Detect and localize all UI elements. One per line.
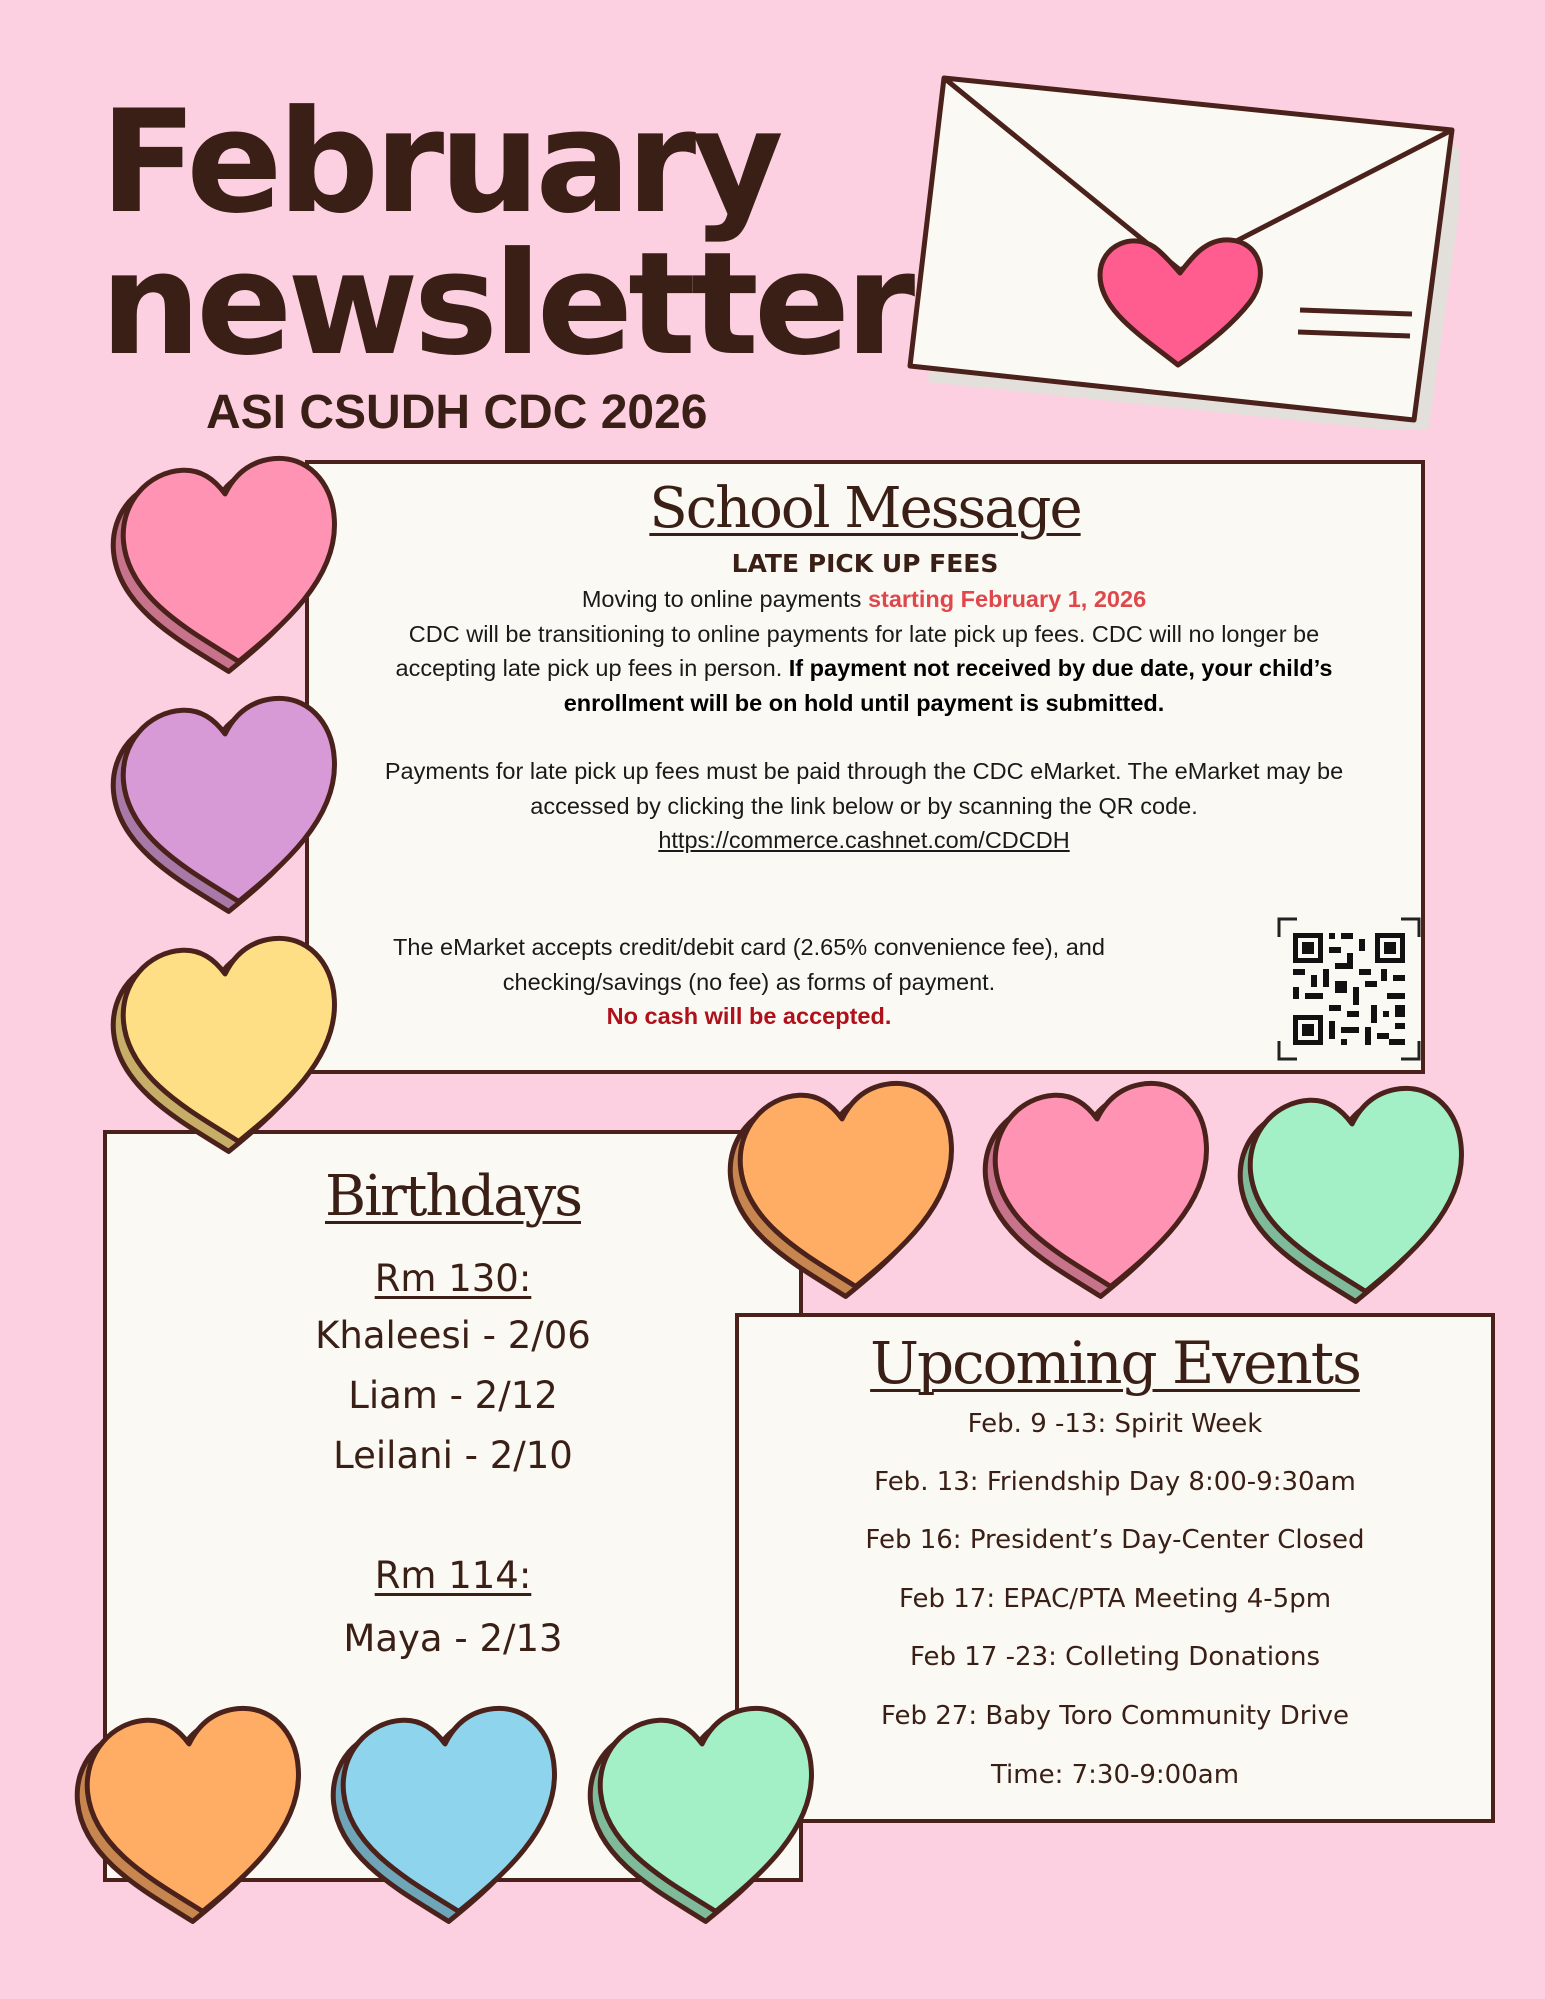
candy-heart-pink-icon [980, 1065, 1230, 1315]
newsletter-title [100, 80, 911, 387]
payment-methods-text: The eMarket accepts credit/debit card (2.65% convenience fee), and checking/savings (no fee) as forms of payment. [393, 934, 1105, 995]
event-item: Feb 16: President’s Day-Center Closed [865, 1525, 1365, 1555]
payment-methods [389, 930, 1109, 1034]
newsletter-subtitle: ASI CSUDH CDC 2026 [206, 386, 708, 439]
birthday-entry: Maya - 2/13 [343, 1617, 563, 1660]
room-130-label: Rm 130: [374, 1257, 532, 1300]
emarket-paragraph: Payments for late pick up fees must be paid through the CDC eMarket. The eMarket may be accessed by clicking the link below or by scanning the QR code. [384, 758, 1344, 819]
school-message-subheading: LATE PICK UP FEES [731, 549, 999, 578]
title-line-1: February [100, 80, 779, 245]
event-item: Feb. 13: Friendship Day 8:00-9:30am [874, 1467, 1356, 1497]
birthdays-heading: Birthdays [324, 1164, 581, 1229]
transition-paragraph: CDC will be transitioning to online payments for late pick up fees. CDC will no longer be accepting late pick up fees in person. [395, 620, 1320, 681]
candy-heart-blue-icon [328, 1690, 578, 1940]
school-message-heading: School Message [649, 476, 1081, 541]
envelope-icon [900, 70, 1460, 430]
upcoming-events-panel [735, 1313, 1495, 1823]
no-cash-notice: No cash will be accepted. [606, 1003, 892, 1029]
birthday-entry: Khaleesi - 2/06 [315, 1314, 591, 1357]
candy-heart-pink-icon [108, 440, 358, 690]
event-item: Time: 7:30-9:00am [990, 1760, 1240, 1790]
enrollment-hold-notice: If payment not received by due date, your child’s enrollment will be on hold until payment is submitted. [563, 655, 1333, 716]
event-item: Feb 27: Baby Toro Community Drive [880, 1701, 1350, 1731]
event-item: Feb. 9 -13: Spirit Week [967, 1409, 1263, 1439]
event-item: Feb 17: EPAC/PTA Meeting 4-5pm [898, 1584, 1332, 1614]
candy-heart-orange-icon [725, 1065, 975, 1315]
event-item: Feb 17 -23: Colleting Donations [910, 1642, 1320, 1672]
room-114-label: Rm 114: [374, 1554, 532, 1597]
candy-heart-green-icon [1235, 1070, 1485, 1320]
candy-heart-yellow-icon [108, 920, 358, 1170]
payments-intro: Moving to online payments [581, 586, 868, 612]
school-message-panel [305, 460, 1425, 1074]
qr-code-icon[interactable] [1277, 917, 1421, 1061]
emarket-link[interactable]: https://commerce.cashnet.com/CDCDH [658, 827, 1070, 853]
candy-heart-green-icon [585, 1690, 835, 1940]
birthday-entry: Liam - 2/12 [348, 1374, 558, 1417]
start-date-highlight: starting February 1, 2026 [867, 586, 1147, 612]
candy-heart-purple-icon [108, 680, 358, 930]
candy-heart-orange-icon [72, 1690, 322, 1940]
title-line-2: newsletter [100, 222, 911, 387]
upcoming-events-heading: Upcoming Events [870, 1329, 1360, 1397]
school-message-body [359, 582, 1369, 858]
birthday-entry: Leilani - 2/10 [333, 1434, 573, 1477]
